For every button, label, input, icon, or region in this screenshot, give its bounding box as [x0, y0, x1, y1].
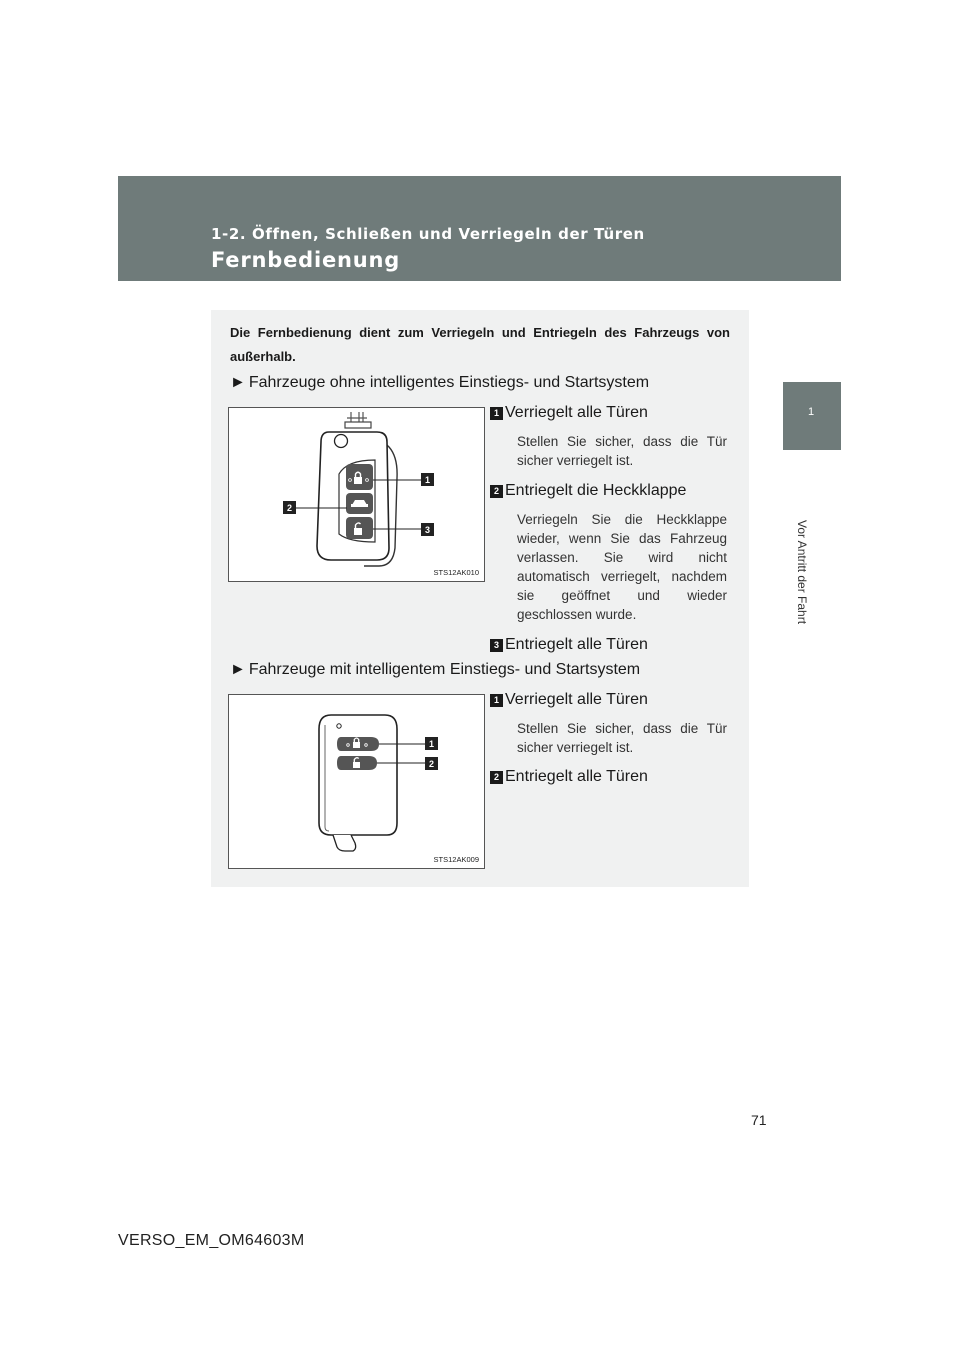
item-description: Verriegeln Sie die Heckklappe wieder, wenn Sie das Fahrzeug verlassen. Sie wird nicht automatisch verriegelt, nachdem sie geöffnet und wieder geschlossen wurde. — [517, 512, 727, 622]
item-number-badge: 2 — [490, 771, 503, 784]
item-number-badge: 1 — [490, 407, 503, 420]
smart-key-illustration — [229, 695, 484, 868]
item-title: Entriegelt die Heckklappe — [505, 482, 687, 499]
chapter-header — [118, 176, 841, 281]
bullet-arrow-icon: ► — [230, 661, 246, 678]
item-1-2 — [490, 482, 730, 624]
callout-1: 1 — [424, 475, 431, 485]
item-title: Entriegelt alle Türen — [505, 636, 648, 653]
item-description: Stellen Sie sicher, dass die Tür sicher verriegelt ist. — [517, 721, 727, 755]
callout-1: 1 — [428, 739, 435, 749]
callout-2: 2 — [428, 759, 435, 769]
item-number-badge: 2 — [490, 485, 503, 498]
item-number-badge: 1 — [490, 694, 503, 707]
figure-key-with-smart-entry — [228, 694, 485, 869]
item-2-1 — [490, 691, 730, 757]
bullet-arrow-icon: ► — [230, 374, 246, 391]
intro-text: Die Fernbedienung dient zum Verriegeln und Entriegeln des Fahrzeugs von außerhalb. — [230, 325, 730, 364]
item-1-3 — [490, 636, 730, 654]
callout-2: 2 — [286, 503, 293, 513]
page-number: 71 — [751, 1112, 767, 1128]
item-number-badge: 3 — [490, 639, 503, 652]
item-title: Entriegelt alle Türen — [505, 768, 648, 785]
document-code: VERSO_EM_OM64603M — [118, 1232, 305, 1249]
section-heading-1: ► Fahrzeuge ohne intelligentes Einstiegs- und Startsystem — [230, 374, 650, 391]
content-box — [211, 310, 749, 887]
key-fob-flip-illustration — [229, 408, 484, 581]
item-title: Verriegelt alle Türen — [505, 404, 648, 421]
page-title: Fernbedienung — [211, 248, 401, 272]
callout-3: 3 — [424, 525, 431, 535]
chapter-tab — [783, 382, 841, 450]
item-title: Verriegelt alle Türen — [505, 691, 648, 708]
section-subtitle: 1-2. Öffnen, Schließen und Verriegeln der Türen — [211, 225, 645, 243]
chapter-number: 1 — [808, 406, 815, 418]
item-2-2 — [490, 768, 730, 786]
figure-code: STS12AK010 — [433, 568, 479, 577]
section-heading-2: ► Fahrzeuge mit intelligentem Einstiegs- und Startsystem — [230, 661, 641, 678]
figure-key-without-smart-entry — [228, 407, 485, 582]
item-1-1 — [490, 404, 730, 470]
figure-code: STS12AK009 — [433, 855, 479, 864]
chapter-label: Vor Antritt der Fahrt — [795, 520, 809, 625]
item-description: Stellen Sie sicher, dass die Tür sicher verriegelt ist. — [517, 434, 727, 468]
